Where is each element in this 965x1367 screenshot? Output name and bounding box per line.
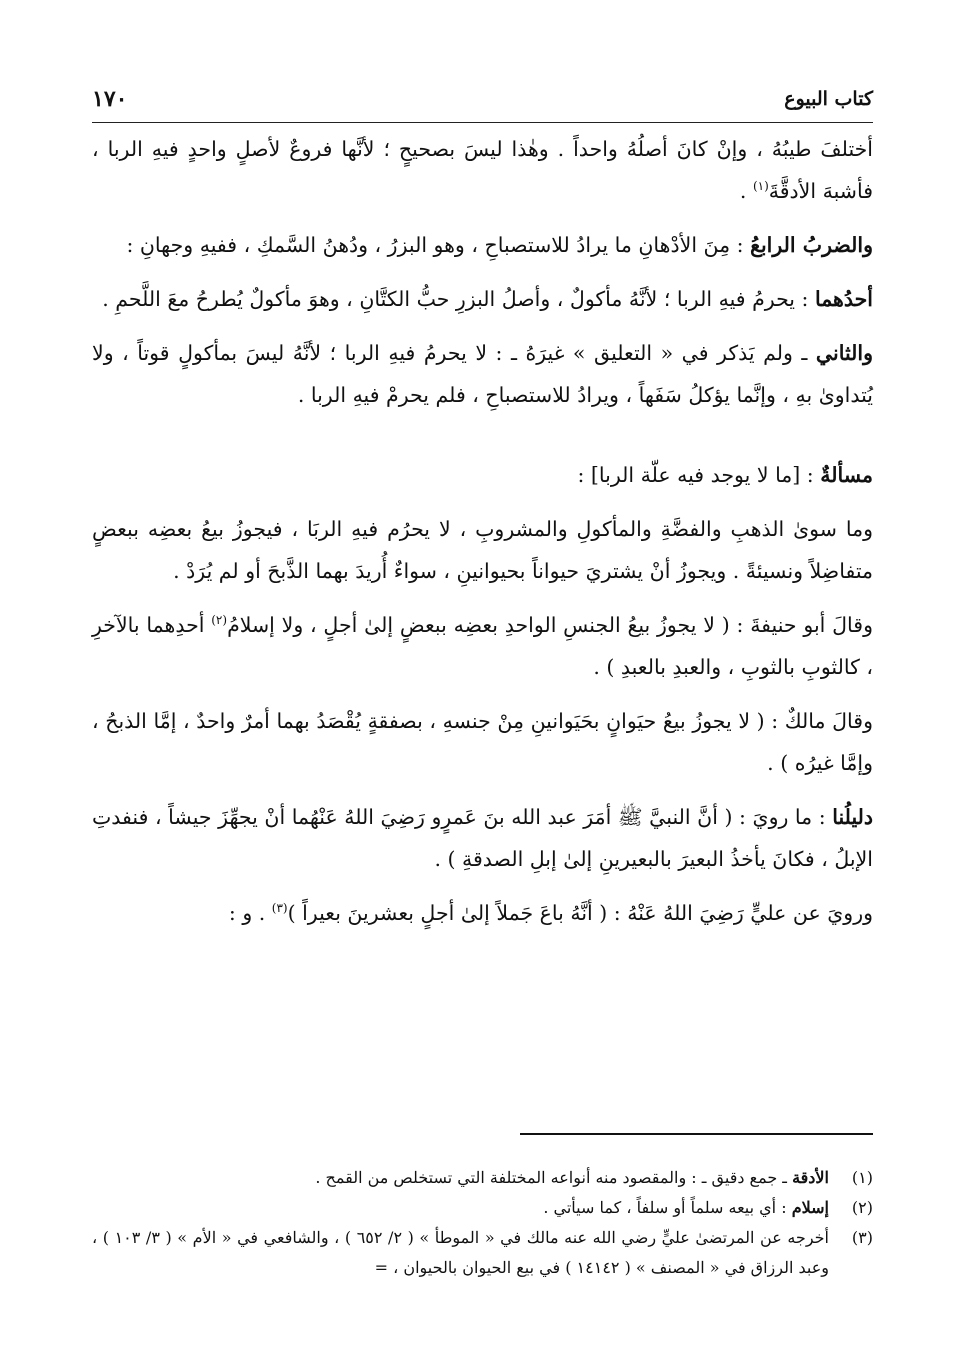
paragraph-text: : يحرمُ فيهِ الربا ؛ لأنَّهُ مأكولٌ ، وأصلُ البزرِ حبُّ الكتَّانِ ، وهوَ مأكولٌ يُطرحُ معَ اللَّحمِ .	[102, 287, 815, 311]
footnote-number: (٢)	[851, 1198, 873, 1217]
section-lead: مسألةٌ	[820, 463, 873, 487]
paragraph-text: ورويَ عن عليٍّ رَضِيَ اللهُ عَنْهُ : ( أنَّهُ باعَ جَملاً إلىٰ أجلٍ بعشرينَ بعيراً )	[287, 901, 873, 925]
footnote-body: : أي بيعه سلماً أو سلفاً ، كما سيأتي .	[543, 1198, 792, 1217]
footnote-lead: إسلام	[791, 1198, 829, 1217]
footnote-text	[92, 1163, 829, 1193]
paragraph-text: : مِنَ الأدْهانِ ما يرادُ للاستصباحِ ، وهو البزرُ ، ودُهنُ السَّمكِ ، ففيهِ وجهانِ :	[126, 233, 751, 257]
paragraph-text: : ما رويَ : ( أنَّ النبيَّ ﷺ أمَرَ عبد الله بنَ عَمرٍو رَضِيَ اللهُ عَنْهُما أنْ يجهِّزَ جيشاً ، فنفدتِ الإبلُ ، فكانَ يأخذُ البعيرَ بالبعيرينِ إلىٰ إبلِ الصدقةِ ) .	[92, 805, 873, 871]
paragraph	[92, 128, 873, 212]
section-lead: والضربُ الرابعُ	[750, 233, 873, 257]
footnote-text	[92, 1223, 829, 1283]
paragraph	[92, 332, 873, 416]
page-number: ١٧٠	[92, 86, 128, 112]
paragraph	[92, 892, 873, 934]
footnote-body: ـ جمع دقيق ـ : والمقصود منه أنواعه المختلفة التي تستخلص من القمح .	[315, 1168, 793, 1187]
paragraph	[92, 604, 873, 688]
paragraph	[92, 508, 873, 592]
footnote-marker: (٣)	[271, 901, 288, 916]
footnotes	[92, 1163, 873, 1283]
running-title: كتاب البيوع	[784, 88, 873, 110]
section-lead: دليلُنا	[832, 805, 873, 829]
footnote-lead: الأدقة	[792, 1168, 829, 1187]
paragraph-text: وقالَ مالكٌ : ( لا يجوزُ بيعُ حيَوانٍ بحَيَوانينِ مِنْ جنسهِ ، بصفقةٍ يُقْصَدُ بهما أمرٌ واحدٌ ، إمَّا الذبحُ ، وإمَّا غيرُه ) .	[92, 709, 873, 775]
paragraph	[92, 700, 873, 784]
paragraph	[92, 796, 873, 880]
page-header	[92, 86, 873, 123]
footnote	[92, 1193, 873, 1223]
paragraph-text: أحدِهما بالآخرِ ، كالثوبِ بالثوبِ ، والعبدِ بالعبدِ ) .	[92, 613, 873, 679]
footnote-marker: (١)	[752, 179, 769, 194]
footnote	[92, 1223, 873, 1283]
main-text	[92, 128, 873, 934]
paragraph-text: ـ ولم يَذكر في « التعليق » غيرَهُ ـ : لا يحرمُ فيهِ الربا ؛ لأنَّهُ ليسَ بمأكولٍ قوتاً ، ولا يُتداوىٰ بهِ ، وإنَّما يؤكلُ سَفَهاً ، ويرادُ للاستصباحِ ، فلم يحرمْ فيهِ الربا .	[92, 341, 873, 407]
paragraph-text: أختلفَ طيبُهُ ، وإنْ كانَ أصلُهُ واحداً . وهٰذا ليسَ بصحيحٍ ؛ لأنَّها فروعٌ لأصلٍ واحدٍ فيهِ الربا ، فأشبهَ الأدقَّةَ	[92, 137, 873, 203]
masala-heading	[92, 454, 873, 496]
footnote-separator	[520, 1133, 873, 1135]
paragraph-text: وما سوىٰ الذهبِ والفضَّةِ والمأكولِ والمشروبِ ، لا يحرُم فيهِ الربَا ، فيجوزُ بيعُ بعضِه ببعضٍ متفاضِلاً ونسيئةً . ويجوزُ أنْ يشتريَ حيواناً بحيوانينِ ، سواءٌ أُريدَ بهما الذَّبحَ أو لم يُرَدْ .	[92, 517, 873, 583]
paragraph-text: .	[739, 179, 753, 203]
footnote	[92, 1163, 873, 1193]
section-lead: والثاني	[815, 341, 873, 365]
heading-text: : [ما لا يوجد فيه علّة الربا] :	[577, 463, 821, 487]
paragraph-text: . و :	[228, 901, 272, 925]
paragraph	[92, 224, 873, 266]
footnote-marker: (٢)	[211, 613, 228, 628]
footnote-number: (١)	[851, 1168, 873, 1187]
footnote-body: أخرجه عن المرتضىٰ عليٍّ رضي الله عنه مالك في « الموطأ » ( ٢/ ٦٥٢ ) ، والشافعي في « الأم » ( ٣/ ١٠٣ ) ، وعبد الرزاق في « المصنف » ( ١٤١٤٢ ) في بيع الحيوان بالحيوان ، =	[92, 1228, 829, 1277]
paragraph	[92, 278, 873, 320]
paragraph-text: وقالَ أبو حنيفةَ : ( لا يجوزُ بيعُ الجنسِ الواحدِ بعضِه ببعضٍ إلىٰ أجلٍ ، ولا إسلامُ	[227, 613, 873, 637]
footnote-text	[92, 1193, 829, 1223]
footnote-number: (٣)	[851, 1228, 873, 1247]
section-lead: أحدُهما	[814, 287, 873, 311]
